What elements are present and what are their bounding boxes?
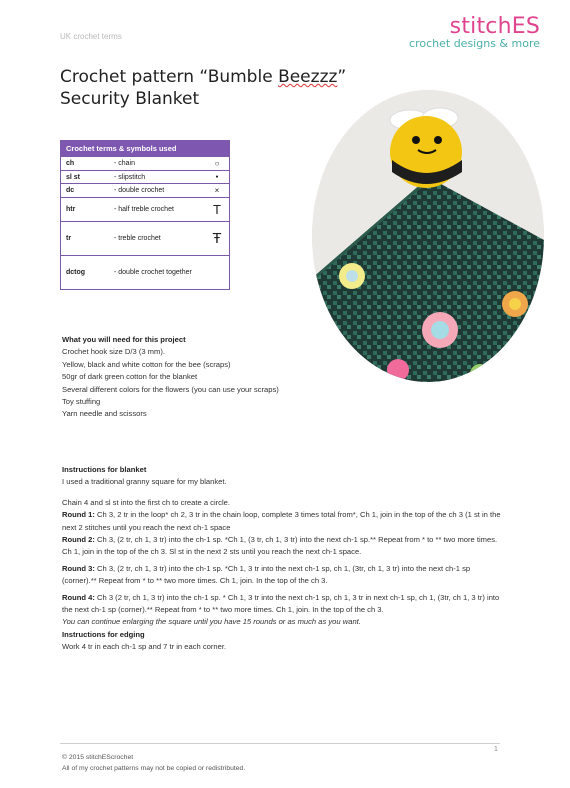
brand-logo	[409, 14, 540, 50]
list-item: Toy stuffing	[62, 397, 101, 407]
needs-section	[62, 334, 279, 421]
terms-note: UK crochet terms	[60, 32, 122, 41]
footer-divider	[60, 743, 500, 744]
double-crochet-symbol-icon: ×	[205, 184, 230, 198]
list-item: Yarn needle and scissors	[62, 409, 147, 419]
title-line-1: Crochet pattern “Bumble Beezzz”	[60, 67, 347, 87]
copyright: © 2015 stitchEScrochet	[62, 754, 134, 761]
page-number: 1	[494, 746, 498, 753]
round-2: Round 2: Ch 3, (2 tr, ch 1, 3 tr) into the ch-1 sp. *Ch 1, (3 tr, ch 1, 3 tr) into the next ch-1 sp.** Repeat from * to ** two more times. Ch 1, join in the top of the ch 3. Sl st in the next 2 sts until you reach the next ch-1 space.	[62, 535, 498, 557]
round-3: Round 3: Ch 3, (2 tr, ch 1, 3 tr) into the ch-1 sp. *Ch 1, 3 tr into the next ch-1 sp, ch 1, (3tr, ch 1, 3 tr) into the next ch-1 sp (corner).** Repeat from * to ** two more times. Ch 1, join. In the top of the ch 3.	[62, 563, 471, 586]
footer	[62, 752, 245, 774]
terms-table	[60, 140, 230, 290]
bee-icon	[390, 108, 462, 188]
instructions-section	[62, 464, 502, 654]
edging-heading: Instructions for edging	[62, 629, 145, 639]
instructions-intro: I used a traditional granny square for my blanket.	[62, 477, 227, 487]
half-treble-symbol-icon: T	[205, 198, 230, 222]
table-row: ch - chain ○	[61, 157, 230, 171]
list-item: 50gr of dark green cotton for the blanket	[62, 372, 198, 382]
table-row: sl st - slipstitch ●	[61, 171, 230, 184]
list-item: Crochet hook size D/3 (3 mm).	[62, 347, 165, 357]
round-4: Round 4: Ch 3 (2 tr, ch 1, 3 tr) into the ch-1 sp. * Ch 1, 3 tr into the next ch-1 sp, ch 1, 3 tr in next ch-1 sp, ch 1, (3tr, ch 1, 3 tr) into the next ch-1 sp (corner).** Repeat from * to ** two more times. Ch 1, join. In the top of the ch 3.	[62, 592, 500, 615]
list-item: Yellow, black and white cotton for the bee (scraps)	[62, 359, 231, 369]
table-row: tr - treble crochet Ŧ	[61, 222, 230, 256]
slipstitch-symbol-icon: ●	[205, 171, 230, 184]
terms-table-header: Crochet terms & symbols used	[61, 141, 230, 157]
table-row: dctog - double crochet together	[61, 256, 230, 290]
chain-symbol-icon: ○	[205, 157, 230, 171]
edging-text: Work 4 tr in each ch-1 sp and 7 tr in each corner.	[62, 642, 227, 652]
table-row: dc - double crochet ×	[61, 184, 230, 198]
treble-symbol-icon: Ŧ	[205, 222, 230, 256]
title-line-2: Security Blanket	[60, 89, 200, 109]
instructions-chain: Chain 4 and sl st into the first ch to create a circle.	[62, 497, 230, 507]
bee-blanket-photo	[312, 90, 544, 382]
brand-name: stitchES	[449, 14, 540, 39]
copy-notice: All of my crochet patterns may not be copied or redistributed.	[62, 765, 246, 772]
continue-note: You can continue enlarging the square until you have 15 rounds or as much as you want.	[62, 617, 361, 627]
instructions-heading: Instructions for blanket	[62, 465, 147, 474]
bee-blanket-illustration	[312, 90, 544, 382]
round-1: Round 1: Ch 3, 2 tr in the loop* ch 2, 3 tr in the chain loop, complete 3 times total from*, Ch 1, join in the top of the ch 3 (1 st in the next 2 stitches until you reach the next ch-1 space	[62, 510, 501, 532]
list-item: Several different colors for the flowers (you can use your scraps)	[62, 384, 279, 394]
table-row: htr - half treble crochet T	[61, 198, 230, 222]
page-title	[60, 66, 346, 110]
brand-tagline: crochet designs & more	[409, 37, 540, 50]
needs-heading: What you will need for this project	[62, 335, 186, 344]
